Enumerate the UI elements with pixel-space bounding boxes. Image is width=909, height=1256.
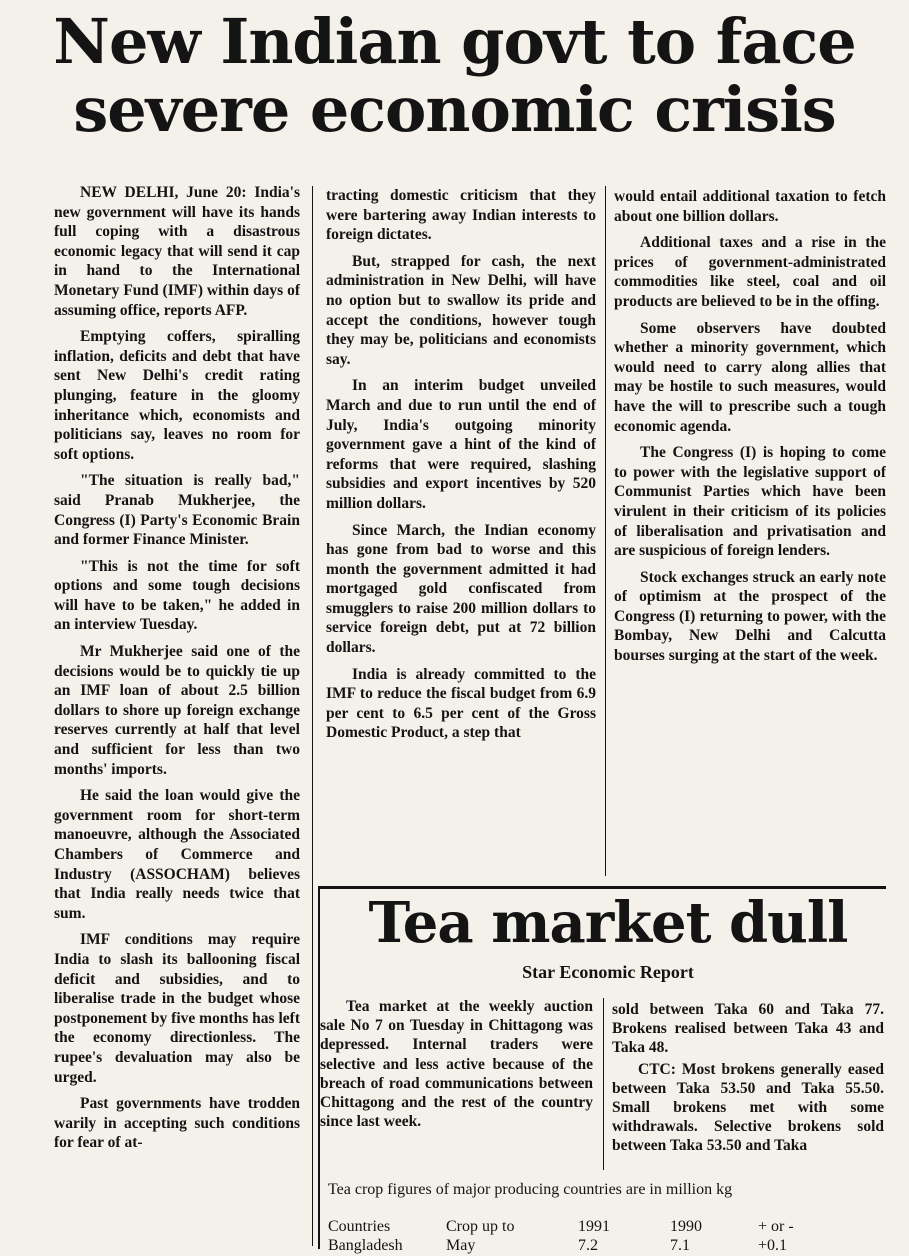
paragraph: IMF conditions may require India to slash its ballooning fiscal deficit and subsidies, and to liberalise trade in the budget whose postponement by five months has left the economy directionless. The rupee's devaluation may also be urged. — [54, 931, 300, 1086]
table-header: Crop up to — [446, 1218, 515, 1235]
paragraph: CTC: Most brokens generally eased between Taka 53.50 and Taka 55.50. Small brokens met with some withdrawals. Selective brokens sold between Taka 53.50 and Taka — [612, 1060, 884, 1155]
paragraph: The Congress (I) is hoping to come to power with the legislative support of Communist Parties which have been virulent in their criticism of its policies of liberalisation and privatisation and are suspicious of foreign lenders. — [614, 444, 886, 560]
paragraph: would entail additional taxation to fetch about one billion dollars. — [614, 188, 886, 225]
paragraph: But, strapped for cash, the next administration in New Delhi, will have no option but to swallow its pride and accept the conditions, however tough they may be, politicians and economists say. — [326, 252, 596, 368]
paragraph: Mr Mukherjee said one of the decisions would be to quickly tie up an IMF loan of about 2.5 billion dollars to shore up foreign exchange reserves currently at half that level and sufficient for less than two months' imports. — [54, 643, 300, 778]
crop-intro: Tea crop figures of major producing countries are in million kg — [328, 1181, 733, 1198]
table-row — [328, 1237, 888, 1256]
section-rule — [318, 886, 886, 889]
column-divider — [603, 998, 604, 1170]
table-header: 1990 — [670, 1218, 702, 1235]
column-divider — [312, 186, 313, 1246]
paragraph: "The situation is really bad," said Pranab Mukherjee, the Congress (I) Party's Economic Brain and former Finance Minister. — [54, 472, 300, 549]
table-cell: 7.2 — [578, 1237, 598, 1254]
paragraph: Past governments have trodden warily in accepting such conditions for fear of at- — [54, 1095, 300, 1152]
crop-table — [328, 1218, 888, 1256]
paragraph: NEW DELHI, June 20: India's new government will have its hands full coping with a disastrous economic legacy that will send it cap in hand to the International Monetary Fund (IMF) within days of assuming office, reports AFP. — [54, 184, 300, 319]
table-header-row — [328, 1218, 888, 1237]
table-cell: +0.1 — [758, 1237, 788, 1254]
paragraph: Some observers have doubted whether a minority government, which would need to carry along allies that may be hostile to such measures, would have the will to prescribe such a tough economic agenda. — [614, 319, 886, 435]
paragraph: Emptying coffers, spiralling inflation, deficits and debt that have sent New Delhi's credit rating plunging, feature in the gloomy inheritance which, economists and politicians say, leaves no room for soft options. — [54, 328, 300, 463]
column-divider — [605, 186, 606, 876]
paragraph: Tea market at the weekly auction sale No 7 on Tuesday in Chittagong was depressed. Internal traders were selective and less active because of the breach of road communications between Chittagong and the rest of the country since last week. — [320, 998, 593, 1131]
table-cell: Bangladesh — [328, 1237, 403, 1254]
table-header: 1991 — [578, 1218, 610, 1235]
paragraph: Additional taxes and a rise in the prices of government-administrated commodities like steel, coal and oil products are believed to be in the offing. — [614, 234, 886, 310]
table-cell: May — [446, 1237, 476, 1254]
tea-headline: Tea market dull — [368, 890, 848, 956]
tea-article-column-2 — [612, 1000, 884, 1180]
main-article-column-3 — [614, 187, 886, 881]
paragraph: India is already committed to the IMF to reduce the fiscal budget from 6.9 per cent to 6.5 per cent of the Gross Domestic Product, a step that — [326, 665, 596, 742]
paragraph: Since March, the Indian economy has gone from bad to worse and this month the government admitted it had mortgaged gold confiscated from smugglers to raise 200 million dollars to service foreign debt, put at 72 billion dollars. — [326, 521, 596, 657]
table-header: + or - — [758, 1218, 794, 1235]
paragraph: He said the loan would give the government room for short-term manoeuvre, although the Associated Chambers of Commerce and Industry (ASSOCHAM) believes that India really needs twice that sum. — [54, 787, 300, 922]
paragraph: "This is not the time for soft options and some tough decisions will have to be taken," he added in an interview Tuesday. — [54, 557, 300, 634]
paragraph: In an interim budget unveiled March and due to run until the end of July, India's outgoing minority government gave a hint of the kind of reforms that were required, slashing subsidies and export incentives by 520 million dollars. — [326, 377, 596, 512]
table-cell: 7.1 — [670, 1237, 690, 1254]
tea-article-column-1 — [320, 997, 593, 1177]
paragraph: tracting domestic criticism that they were bartering away Indian interests to foreign dictates. — [326, 187, 596, 244]
table-header: Countries — [328, 1218, 391, 1235]
headline: New Indian govt to face severe economic crisis — [53, 5, 856, 146]
paragraph: Stock exchanges struck an early note of optimism at the prospect of the Congress (I) returning to power, with the Bombay, New Delhi and Calcutta bourses surging at the start of the week. — [614, 568, 886, 665]
main-article-column-1 — [54, 183, 300, 1249]
byline: Star Economic Report — [522, 962, 694, 982]
paragraph: sold between Taka 60 and Taka 77. Brokens realised between Taka 43 and Taka 48. — [612, 1001, 884, 1057]
main-article-column-2 — [326, 186, 596, 880]
